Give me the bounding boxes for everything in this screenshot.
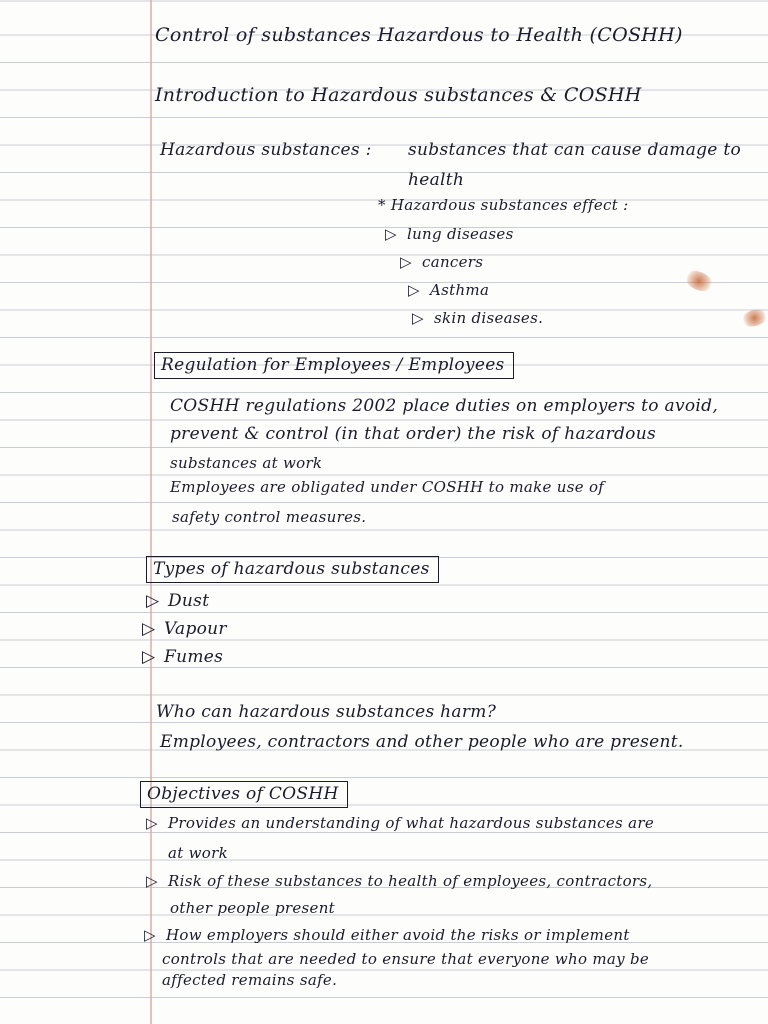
objective-text-cont: at work xyxy=(168,844,228,862)
regulation-line: COSHH regulations 2002 place duties on employers to avoid, xyxy=(170,396,719,416)
types-heading: Types of hazardous substances xyxy=(146,556,439,583)
intro-heading: Introduction to Hazardous substances & COSHH xyxy=(155,84,642,106)
type-label: Dust xyxy=(168,591,210,611)
regulation-line: prevent & control (in that order) the risk of hazardous xyxy=(170,424,656,444)
triangle-bullet-icon: ▷ xyxy=(385,225,397,243)
triangle-bullet-icon: ▷ xyxy=(144,926,156,944)
type-label: Vapour xyxy=(164,619,227,639)
effect-item xyxy=(412,309,543,327)
triangle-bullet-icon: ▷ xyxy=(146,591,160,611)
objective-item xyxy=(146,814,654,832)
harm-question: Who can hazardous substances harm? xyxy=(156,702,497,722)
triangle-bullet-icon: ▷ xyxy=(146,872,158,890)
effect-item xyxy=(408,281,489,299)
objective-text-cont: controls that are needed to ensure that everyone who may be xyxy=(162,950,650,968)
objectives-heading: Objectives of COSHH xyxy=(140,781,348,808)
triangle-bullet-icon: ▷ xyxy=(412,309,424,327)
ink-stain xyxy=(682,267,717,296)
regulation-line: substances at work xyxy=(170,454,323,472)
objective-text: Risk of these substances to health of employees, contractors, xyxy=(168,872,653,890)
regulation-line: Employees are obligated under COSHH to make use of xyxy=(170,478,605,496)
objective-text-cont: affected remains safe. xyxy=(162,971,338,989)
type-item xyxy=(142,619,227,639)
triangle-bullet-icon: ▷ xyxy=(142,619,156,639)
definition-term: Hazardous substances : xyxy=(160,140,372,160)
objective-item xyxy=(146,872,652,890)
effect-item xyxy=(385,225,514,243)
type-item xyxy=(146,591,209,611)
objective-text: How employers should either avoid the risks or implement xyxy=(166,926,630,944)
effects-heading: * Hazardous substances effect : xyxy=(378,196,629,214)
page-title: Control of substances Hazardous to Health (COSHH) xyxy=(155,24,683,46)
regulation-line: safety control measures. xyxy=(172,508,367,526)
objective-text-cont: other people present xyxy=(170,899,336,917)
harm-answer: Employees, contractors and other people who are present. xyxy=(160,732,684,752)
definition-text: substances that can cause damage to xyxy=(408,140,742,160)
triangle-bullet-icon: ▷ xyxy=(146,814,158,832)
effect-label: cancers xyxy=(422,253,484,271)
objective-item xyxy=(144,926,630,944)
type-item xyxy=(142,647,223,667)
effect-label: lung diseases xyxy=(407,225,514,243)
objective-text: Provides an understanding of what hazardous substances are xyxy=(168,814,655,832)
triangle-bullet-icon: ▷ xyxy=(142,647,156,667)
type-label: Fumes xyxy=(164,647,224,667)
triangle-bullet-icon: ▷ xyxy=(400,253,412,271)
effect-item xyxy=(400,253,483,271)
effect-label: Asthma xyxy=(430,281,490,299)
margin-line xyxy=(150,0,152,1024)
effect-label: skin diseases. xyxy=(434,309,544,327)
triangle-bullet-icon: ▷ xyxy=(408,281,420,299)
ink-stain xyxy=(739,307,768,329)
definition-text-cont: health xyxy=(408,170,465,190)
regulation-heading: Regulation for Employees / Employees xyxy=(154,352,514,379)
